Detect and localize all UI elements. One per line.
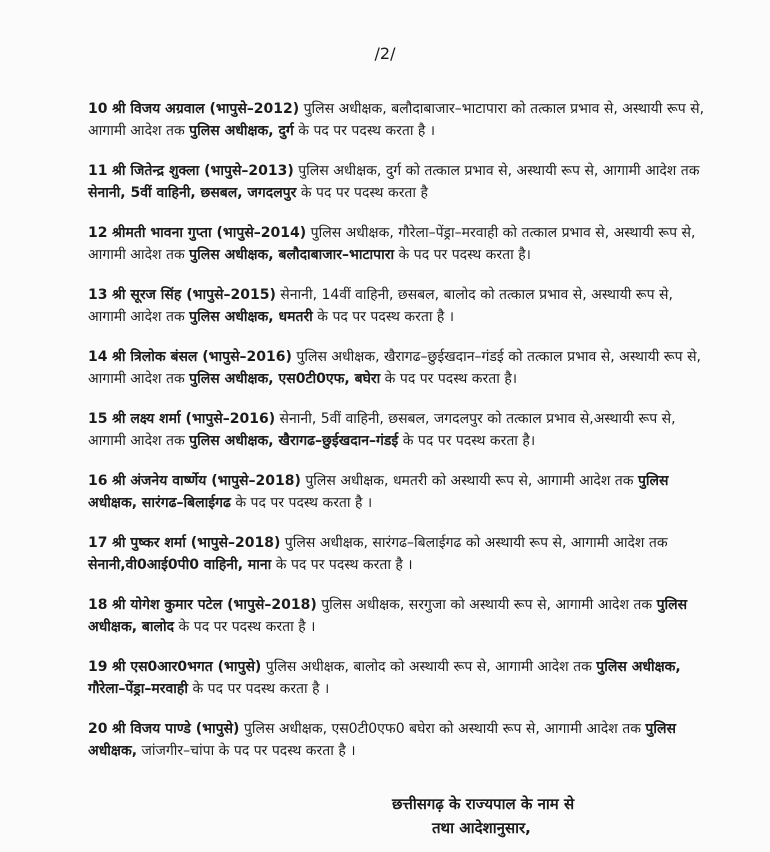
officer-name: श्री विजय अग्रवाल (भापुसे–2012) [111,101,300,117]
posting-title: पुलिस अधीक्षक, गौरेला–पेंड्रा–मरवाही [88,659,681,697]
order-entry [88,470,714,514]
officer-name: श्री विजय पाण्डे (भापुसे) [111,721,240,737]
order-entry [88,718,714,762]
entry-text: पुलिस अधीक्षक, गौरेला–पेंड्रा–मरवाही को तत्काल प्रभाव से, अस्थायी रूप से, आगामी आदेश तक [88,225,696,263]
entry-number: 16 [88,473,108,489]
officer-name: श्री सूरज सिंह (भापुसे–2015) [111,287,276,303]
entry-tail: के पद पर पदस्थ करता है । [230,495,373,511]
entry-text: पुलिस अधीक्षक, खैरागढ–छुईखदान–गंडई को तत्काल प्रभाव से, अस्थायी रूप से, आगामी आदेश तक [88,349,701,387]
order-entry [88,532,714,576]
entry-number: 20 [88,721,108,737]
entry-tail: के पद पर पदस्थ करता है । [174,619,316,635]
officer-name: श्री अंजनेय वार्ष्णेय (भापुसे–2018) [111,473,301,489]
entry-tail: के पद पर पदस्थ करता है [296,185,428,201]
order-entry [88,98,714,142]
officer-name: श्री योगेश कुमार पटेल (भापुसे–2018) [111,597,317,613]
order-entry [88,656,714,700]
entry-number: 10 [88,101,108,117]
entry-tail: के पद पर पदस्थ करता है। [398,433,536,449]
entry-tail: के पद पर पदस्थ करता है । [293,123,436,139]
order-entries [88,98,714,780]
entry-text: पुलिस अधीक्षक, सारंगढ–बिलाईगढ को अस्थायी रूप से, आगामी आदेश तक [280,535,668,551]
order-entry [88,160,714,204]
entry-number: 18 [88,597,108,613]
entry-text: पुलिस अधीक्षक, सरगुजा को अस्थायी रूप से, आगामी आदेश तक [316,597,657,613]
order-entry [88,284,714,328]
posting-title: पुलिस अधीक्षक, धमतरी [189,309,313,325]
entry-number: 15 [88,411,108,427]
signature-line-2: तथा आदेशानुसार, [432,819,531,837]
entry-text: सेनानी, 5वीं वाहिनी, छसबल, जगदलपुर को तत्काल प्रभाव से,अस्थायी रूप से, आगामी आदेश तक [88,411,676,449]
posting-title: सेनानी,वी0आई0पी0 वाहिनी, माना [88,557,272,573]
posting-title: पुलिस अधीक्षक, सारंगढ–बिलाईगढ [88,473,669,511]
entry-tail: के पद पर पदस्थ करता है । [188,681,330,697]
entry-text: पुलिस अधीक्षक, बालोद को अस्थायी रूप से, आगामी आदेश तक [261,659,597,675]
entry-number: 17 [88,535,108,551]
entry-text: पुलिस अधीक्षक, बलौदाबाजार–भाटापारा को तत्काल प्रभाव से, अस्थायी रूप से, आगामी आदेश तक [88,101,705,139]
order-entry [88,346,714,390]
officer-name: श्री त्रिलोक बंसल (भापुसे–2016) [111,349,292,365]
posting-title: पुलिस अधीक्षक, बलौदाबाजार–भाटापारा [189,247,395,263]
entry-text: सेनानी, 14वीं वाहिनी, छसबल, बालोद को तत्काल प्रभाव से, अस्थायी रूप से, आगामी आदेश तक [88,287,673,325]
signature-block [392,792,692,840]
entry-number: 19 [88,659,108,675]
entry-text: पुलिस अधीक्षक, एस0टी0एफ0 बघेरा को अस्थायी रूप से, आगामी आदेश तक [239,721,646,737]
order-entry [88,594,714,638]
entry-number: 13 [88,287,108,303]
officer-name: श्री जितेन्द्र शुक्ला (भापुसे–2013) [111,163,294,179]
entry-tail: के पद पर पदस्थ करता है। [380,371,518,387]
signature-line-1: छत्तीसगढ़ के राज्यपाल के नाम से [392,795,575,813]
entry-number: 11 [88,163,108,179]
entry-tail: के पद पर पदस्थ करता है। [394,247,531,263]
entry-text: पुलिस अधीक्षक, धमतरी को अस्थायी रूप से, आगामी आदेश तक [300,473,638,489]
officer-name: श्रीमती भावना गुप्ता (भापुसे–2014) [111,225,307,241]
officer-name: श्री पुष्कर शर्मा (भापुसे–2018) [111,535,281,551]
order-entry [88,408,714,452]
entry-tail: के पद पर पदस्थ करता है । [271,557,413,573]
posting-title: पुलिस अधीक्षक, [88,721,676,759]
posting-title: पुलिस अधीक्षक, खैरागढ–छुईखदान–गंडई [189,433,399,449]
posting-title: पुलिस अधीक्षक, बालोद [88,597,688,635]
officer-name: श्री लक्ष्य शर्मा (भापुसे–2016) [111,411,276,427]
entry-number: 14 [88,349,108,365]
entry-tail: जांजगीर–चांपा के पद पर पदस्थ करता है । [137,743,356,759]
posting-title: सेनानी, 5वीं वाहिनी, छसबल, जगदलपुर [88,185,297,201]
entry-tail: के पद पर पदस्थ करता है । [312,309,455,325]
officer-name: श्री एस0आर0भगत (भापुसे) [111,659,262,675]
entry-number: 12 [88,225,108,241]
entry-text: पुलिस अधीक्षक, दुर्ग को तत्काल प्रभाव से, अस्थायी रूप से, आगामी आदेश तक [293,163,700,179]
posting-title: पुलिस अधीक्षक, दुर्ग [189,123,294,139]
page-number: /2/ [374,44,396,63]
posting-title: पुलिस अधीक्षक, एस0टी0एफ, बघेरा [189,371,381,387]
order-entry [88,222,714,266]
